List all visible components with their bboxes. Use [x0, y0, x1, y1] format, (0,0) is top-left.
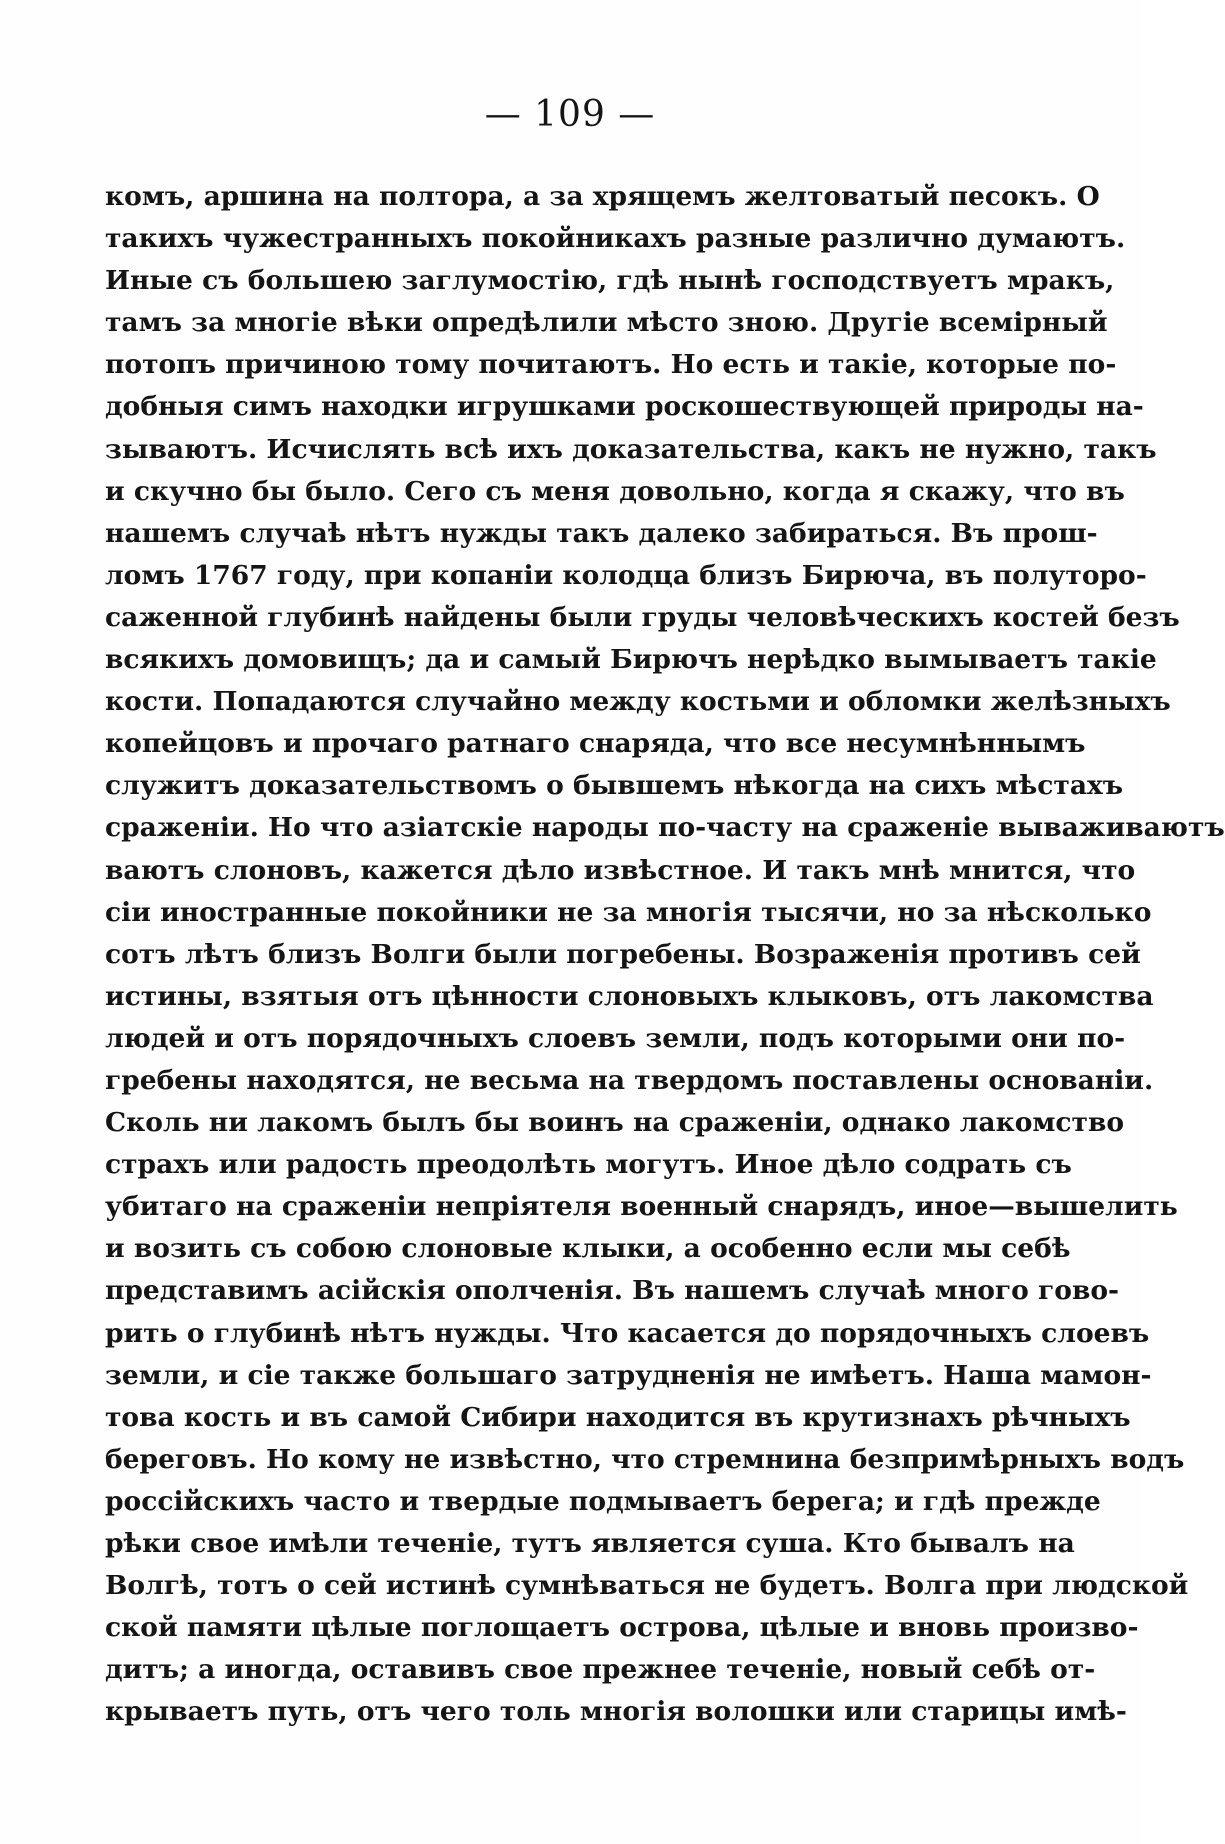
text-line: добныя симъ находки игрушками роскошествующей природы на- [105, 391, 1144, 423]
text-line: рить о глубинѣ нѣтъ нужды. Что касается до порядочныхъ слоевъ [105, 1317, 1150, 1349]
text-line: такихъ чужестранныхъ покойникахъ разные различно думаютъ. [105, 223, 1126, 255]
text-line: ломъ 1767 году, при копаніи колодца близъ Бирюча, въ полуторо- [105, 559, 1147, 591]
text-line: людей и отъ порядочныхъ слоевъ земли, подъ которыми они по- [105, 1022, 1126, 1054]
text-line: рѣки свое имѣли теченіе, тутъ является суша. Кто бывалъ на [105, 1528, 1075, 1559]
text-line: и возить съ собою слоновые клыки, а особенно если мы себѣ [105, 1233, 1071, 1265]
text-line: ваютъ слоновъ, кажется дѣло извѣстное. И такъ мнѣ мнится, что [105, 854, 1136, 886]
text-line: това кость и въ самой Сибири находится въ крутизнахъ рѣчныхъ [105, 1401, 1131, 1433]
text-line: истины, взятыя отъ цѣнности слоновыхъ клыковъ, отъ лакомства [105, 980, 1154, 1012]
text-line: потопъ причиною тому почитаютъ. Но есть и такіе, которые по- [105, 349, 1117, 381]
text-line: береговъ. Но кому не извѣстно, что стремнина безпримѣрныхъ водъ [105, 1443, 1185, 1475]
text-line: страхъ или радость преодолѣть могутъ. Иное дѣло содрать съ [105, 1149, 1072, 1181]
text-line: кости. Попадаются случайно между костьми и обломки желѣзныхъ [105, 686, 1171, 718]
text-line: крываетъ путь, отъ чего толь многія волошки или старицы имѣ- [105, 1696, 1127, 1728]
text-line: всякихъ домовищъ; да и самый Бирючъ нерѣдко вымываетъ такіе [105, 644, 1157, 676]
text-line: служитъ доказательствомъ о бывшемъ нѣкогда на сихъ мѣстахъ [105, 770, 1124, 802]
text-line: зываютъ. Исчислять всѣ ихъ доказательства, какъ не нужно, такъ [105, 433, 1157, 465]
text-line: убитаго на сраженіи непріятеля военный снарядъ, иное—вышелить [105, 1191, 1178, 1223]
text-line: ской памяти цѣлые поглощаетъ острова, цѣлые и вновь произво- [105, 1612, 1139, 1644]
text-line: Иные съ большею заглумостію, гдѣ нынѣ господствуетъ мракъ, [105, 265, 1115, 297]
text-line: копейцовъ и прочаго ратнаго снаряда, что все несумнѣннымъ [105, 728, 1086, 760]
body-text [105, 176, 1225, 1733]
text-line: дитъ; а иногда, оставивъ свое прежнее теченіе, новый себѣ от- [105, 1654, 1096, 1686]
text-line: представимъ асійскія ополченія. Въ нашемъ случаѣ много гово- [105, 1275, 1120, 1307]
text-line: комъ, аршина на полтора, а за хрящемъ желтоватый песокъ. О [105, 181, 1100, 212]
text-line: нашемъ случаѣ нѣтъ нужды такъ далеко забираться. Въ прош- [105, 517, 1098, 549]
text-line: россійскихъ часто и твердые подмываетъ берега; и гдѣ прежде [105, 1485, 1101, 1517]
text-line: сраженіи. Но что азіатскіе народы по-часту на сраженіе вываживаютъ [105, 812, 1225, 844]
page-number: — 109 — [484, 94, 656, 135]
text-line: тамъ за многіе вѣки опредѣлили мѣсто зною. Другіе всемірный [105, 307, 1108, 339]
text-line: Сколь ни лакомъ былъ бы воинъ на сраженіи, однако лакомство [105, 1107, 1125, 1139]
text-line: земли, и сіе также большаго затрудненія не имѣетъ. Наша мамон- [105, 1359, 1152, 1391]
text-line: Волгѣ, тотъ о сей истинѣ сумнѣваться не будетъ. Волга при людской [105, 1570, 1189, 1602]
text-line: гребены находятся, не весьма на твердомъ поставлены основаніи. [105, 1064, 1154, 1096]
text-line: саженной глубинѣ найдены были груды человѣческихъ костей безъ [105, 601, 1180, 633]
text-line: сіи иностранные покойники не за многія тысячи, но за нѣсколько [105, 896, 1152, 928]
text-line: сотъ лѣтъ близъ Волги были погребены. Возраженія противъ сей [105, 938, 1141, 970]
text-line: и скучно бы было. Сего съ меня довольно, когда я скажу, что въ [105, 475, 1125, 507]
